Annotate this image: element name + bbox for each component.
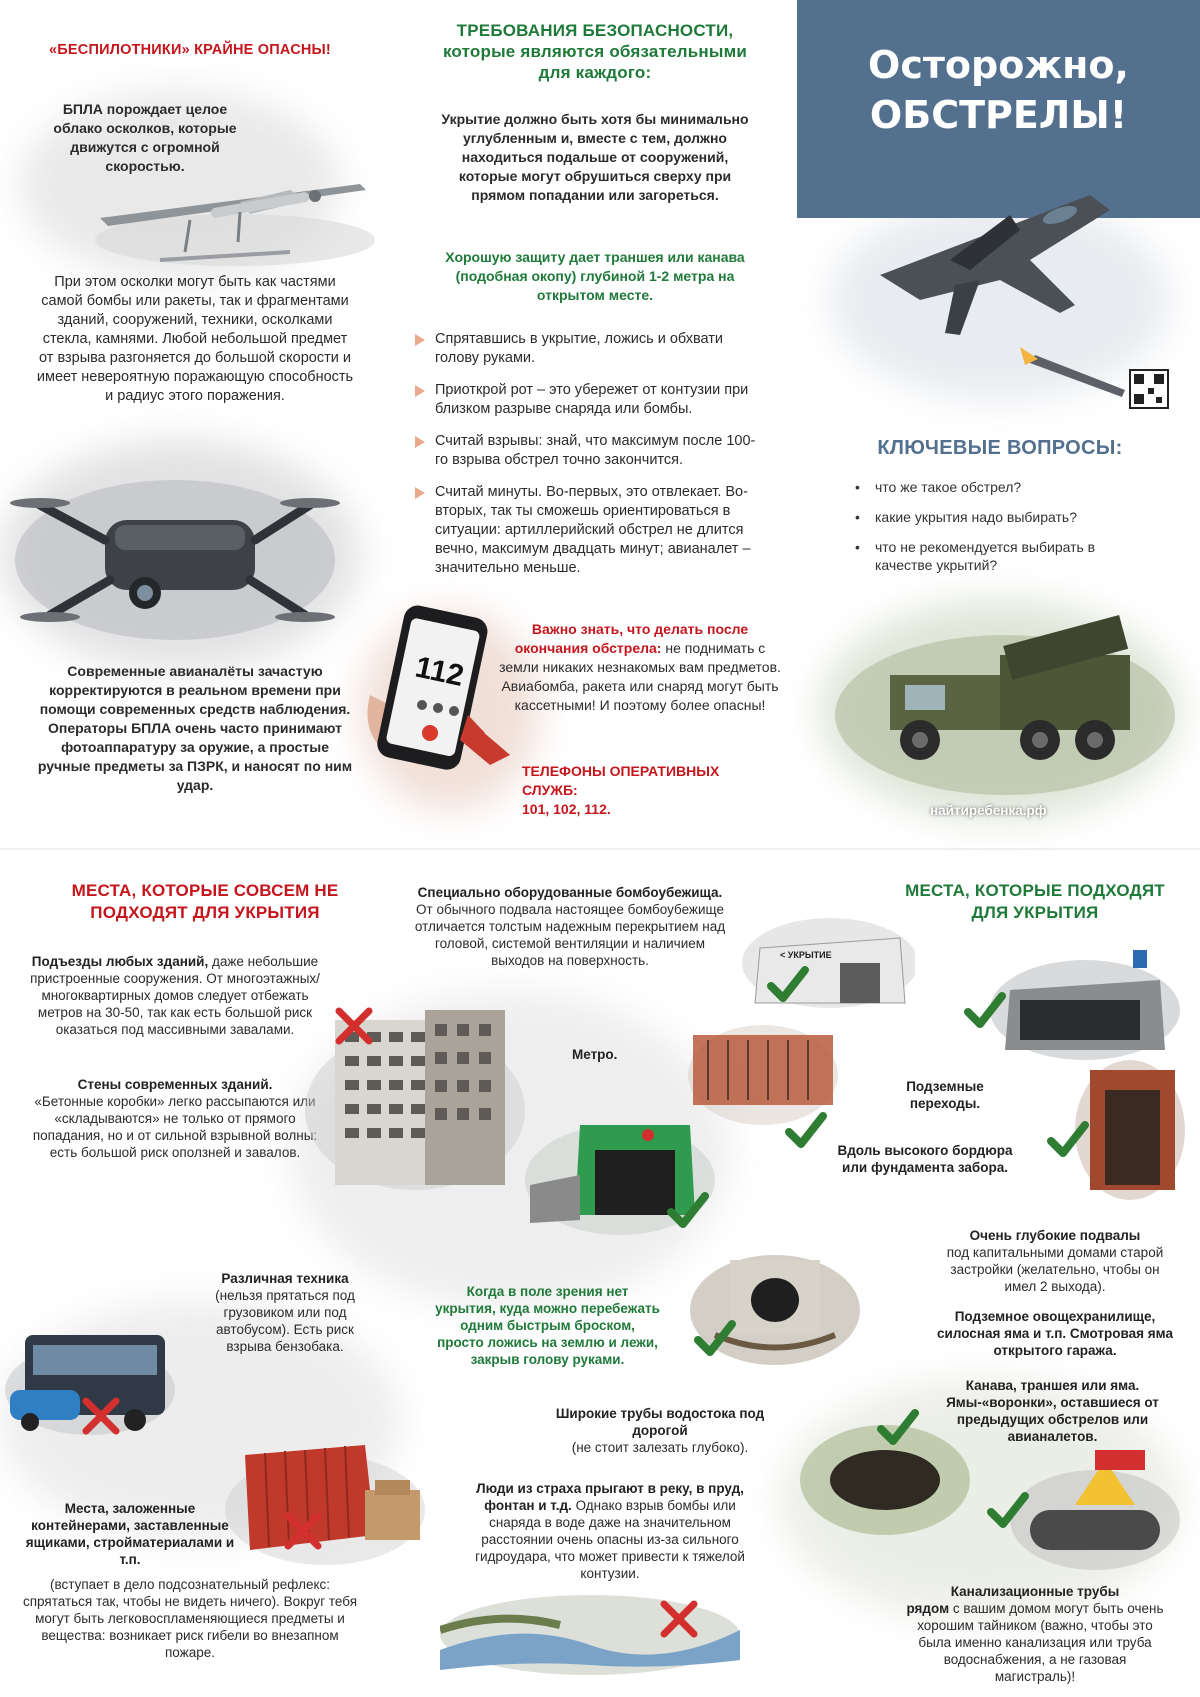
key-questions-list bbox=[855, 478, 1155, 586]
requirements-bullets bbox=[415, 330, 765, 591]
storage-text: Подземное овощехранилище, силосная яма и т.п. Смотровая яма открытого гаража. bbox=[937, 1309, 1173, 1358]
safe-heading: МЕСТА, КОТОРЫЕ ПОДХОДЯТ ДЛЯ УКРЫТИЯ bbox=[905, 881, 1165, 922]
bullet-item bbox=[415, 432, 765, 470]
bullet-item bbox=[415, 483, 765, 578]
unsafe-walls-rest: «Бетонные коробки» легко рассыпаются или «складываются» не только от прямого попадания, но и от сильной взрывной волны: есть большой риск оползней и завалов. bbox=[32, 1094, 318, 1160]
cover-title-line2: ОБСТРЕЛЫ! bbox=[869, 93, 1128, 137]
key-questions-heading: КЛЮЧЕВЫЕ ВОПРОСЫ: bbox=[877, 437, 1123, 459]
safe-check-icon bbox=[1045, 1117, 1091, 1163]
bunker-lead: Специально оборудованные бомбоубежища. bbox=[417, 885, 723, 900]
cellars-text bbox=[935, 1227, 1175, 1295]
after-shelling-lead: Важно знать, что делать после окончания обстрела: bbox=[514, 621, 749, 656]
safe-check-icon bbox=[783, 1108, 829, 1154]
safe-check-icon bbox=[875, 1405, 921, 1451]
bullet-triangle-icon bbox=[415, 385, 425, 397]
unsafe-containers-lead: Места, заложенные контейнерами, заставленные ящиками, стройматериалами и т.п. bbox=[25, 1501, 235, 1567]
river-text bbox=[460, 1480, 760, 1582]
safe-check-icon bbox=[765, 962, 811, 1008]
unsafe-entrances-rest: даже небольшие пристроенные сооружения. От многоэтажных/ многоквартирных домов следует отбежать метров на 30-50, так как есть большой риск оказаться под массивными завалами. bbox=[30, 954, 320, 1037]
cover-title-line1: Осторожно, bbox=[868, 43, 1129, 87]
unsafe-cross-icon bbox=[333, 1005, 375, 1047]
unsafe-walls-text bbox=[20, 1076, 330, 1161]
bullet-text: Считай минуты. Во-первых, это отвлекает. Во-вторых, так ты сможешь ориентироваться в ситуации: артиллерийский обстрел не длится вечно, максимум двадцать минут; авианалет – значительно меньше. bbox=[435, 484, 751, 576]
phones-heading: ТЕЛЕФОНЫ ОПЕРАТИВНЫХ СЛУЖБ: bbox=[522, 763, 720, 798]
open-field-text: Когда в поле зрения нет укрытия, куда можно перебежать одним быстрым броском, просто ложись на землю и лежи, закрыв голову руками. bbox=[435, 1284, 660, 1367]
underpass-label: Подземные переходы. bbox=[906, 1079, 984, 1111]
website-label[interactable]: найтиребенка.рф bbox=[930, 803, 1047, 818]
unsafe-walls-lead: Стены современных зданий. bbox=[77, 1077, 273, 1092]
bullet-text: Приоткрой рот – это убережет от контузии при близком разрыве снаряда или бомбы. bbox=[435, 382, 749, 417]
bullet-triangle-icon bbox=[415, 487, 425, 499]
drones-heading: «БЕСПИЛОТНИКИ» КРАЙНЕ ОПАСНЫ! bbox=[49, 42, 331, 58]
requirements-heading: ТРЕБОВАНИЯ БЕЗОПАСНОСТИ, которые являются обязательными для каждого: bbox=[442, 21, 748, 82]
safe-check-icon bbox=[692, 1316, 738, 1362]
fighter-jet-image bbox=[860, 185, 1180, 410]
drones-intro: БПЛА порождает целое облако осколков, которые движутся с огромной скоростью. bbox=[53, 101, 237, 174]
key-question-item: • какие укрытия надо выбирать? bbox=[855, 508, 1155, 526]
curb-label: Вдоль высокого бордюра или фундамента забора. bbox=[837, 1143, 1013, 1175]
unsafe-vehicles-lead: Различная техника bbox=[221, 1271, 349, 1286]
sewer-rest: с вашим домом могут быть очень хорошим тайником (важно, чтобы это была именно канализация или труба водоснабжения, а не газовая магистраль)! bbox=[917, 1601, 1164, 1684]
river-lead: Люди из страха прыгают в реку, в пруд, фонтан и т.д. bbox=[476, 1481, 744, 1513]
metro-label: Метро. bbox=[572, 1047, 618, 1062]
drones-modern-text: Современные авианалёты зачастую корректируются в реальном времени при помощи современных средств наблюдения. Операторы БПЛА очень часто принимают фотоаппаратуру за оружие, а простые ручные предметы за ПЗРК, и наносят по ним удар. bbox=[37, 663, 353, 793]
sewer-pipe-image bbox=[1010, 1450, 1180, 1570]
drones-fragments-text: При этом осколки могут быть как частями самой бомбы или ракеты, так и фрагментами зданий, сооружений, техники, осколками стекла, камнями. Любой небольшой предмет от взрыва разгоняется до большой скорости и имеет невероятную поражающую способность и радиус этого поражения. bbox=[36, 274, 354, 404]
cover-title bbox=[797, 40, 1200, 140]
river-rest: Однако взрыв бомбы или снаряда в воде даже на значительном расстоянии очень опасны из-за сильного гидроудара, что может привести к тяжелой контузии. bbox=[475, 1498, 745, 1581]
safe-check-icon bbox=[962, 988, 1008, 1034]
quadcopter-drone-image bbox=[10, 465, 340, 645]
phones-numbers: 101, 102, 112. bbox=[522, 801, 611, 817]
unsafe-containers-text bbox=[20, 1500, 360, 1661]
after-shelling-text bbox=[495, 620, 785, 715]
sewer-text bbox=[905, 1583, 1165, 1685]
bunker-text bbox=[410, 884, 730, 969]
unsafe-entrances-lead: Подъезды любых зданий, bbox=[31, 954, 209, 969]
underpass-image bbox=[990, 950, 1180, 1060]
sewer-lead: Канализационные трубы bbox=[950, 1584, 1120, 1599]
after-shelling-rest: не поднимать с земли никаких незнакомых вам предметов. Авиабомба, ракета или снаряд могут быть кассетными! И поэтому более опасны! bbox=[499, 640, 781, 713]
key-question-item: • что же такое обстрел? bbox=[855, 478, 1155, 496]
unsafe-vehicles-rest: (нельзя прятаться под грузовиком или под автобусом). Есть риск взрыва бензобака. bbox=[215, 1288, 355, 1354]
bullet-item bbox=[415, 330, 765, 368]
bullet-text: Спрятавшись в укрытие, ложись и обхвати голову руками. bbox=[435, 331, 724, 366]
safe-check-icon bbox=[985, 1488, 1031, 1534]
bullet-triangle-icon bbox=[415, 436, 425, 448]
unsafe-cross-icon bbox=[658, 1598, 700, 1640]
cellars-rest: под капитальными домами старой застройки (желательно, чтобы он имел 2 выхода). bbox=[946, 1245, 1164, 1294]
unsafe-containers-rest: (вступает в дело подсознательный рефлекс: спрятаться так, чтобы не видеть ничего). Вокруг тебя могут быть легковоспламеняющиеся предметы и вещества: возникает риск гибели во внезапном пожаре. bbox=[22, 1577, 358, 1660]
phone-screen-number: 112 bbox=[412, 650, 467, 693]
rocket-launcher-truck-image bbox=[830, 595, 1180, 800]
bullet-triangle-icon bbox=[415, 334, 425, 346]
unsafe-cross-icon bbox=[80, 1395, 122, 1437]
requirements-trench-text: Хорошую защиту дает траншея или канава (подобная окопу) глубиной 1-2 метра на открытом месте. bbox=[445, 249, 745, 303]
unsafe-heading: МЕСТА, КОТОРЫЕ СОВСЕМ НЕ ПОДХОДЯТ ДЛЯ УКРЫТИЯ bbox=[71, 881, 339, 922]
ditch-text: Канава, траншея или яма. Ямы-«воронки», оставшиеся от предыдущих обстрелов или авианалетов. bbox=[946, 1378, 1159, 1444]
bunker-rest: От обычного подвала настоящее бомбоубежище отличается толстым надежным перекрытием над головой, системой вентиляции и наличием выходов на поверхность. bbox=[414, 902, 726, 968]
unsafe-vehicles-text bbox=[195, 1270, 375, 1355]
sewer-mid: рядом bbox=[906, 1601, 950, 1616]
fixed-wing-drone-image bbox=[90, 160, 380, 270]
pipes-text bbox=[540, 1405, 780, 1456]
pipes-lead: Широкие трубы водостока под дорогой bbox=[555, 1406, 765, 1438]
unsafe-entrances-text bbox=[20, 953, 330, 1038]
pipes-rest: (не стоит залезать глубоко). bbox=[571, 1440, 749, 1455]
key-question-item: • что не рекомендуется выбирать в качестве укрытий? bbox=[855, 538, 1155, 574]
section-divider bbox=[0, 848, 1200, 850]
safe-check-icon bbox=[665, 1188, 711, 1234]
bullet-text: Считай взрывы: знай, что максимум после 100-го взрыва обстрел точно закончится. bbox=[435, 433, 756, 468]
cellar-door-image bbox=[1075, 1060, 1185, 1200]
bullet-item bbox=[415, 381, 765, 419]
bunker-sign: < УКРЫТИЕ bbox=[780, 950, 832, 960]
requirements-shelter-text: Укрытие должно быть хотя бы минимально углубленным и, вместе с тем, должно находиться подальше от сооружений, которые могут обрушиться сверху при прямом попадании или загореться. bbox=[441, 111, 749, 203]
cellars-lead: Очень глубокие подвалы bbox=[969, 1228, 1141, 1243]
